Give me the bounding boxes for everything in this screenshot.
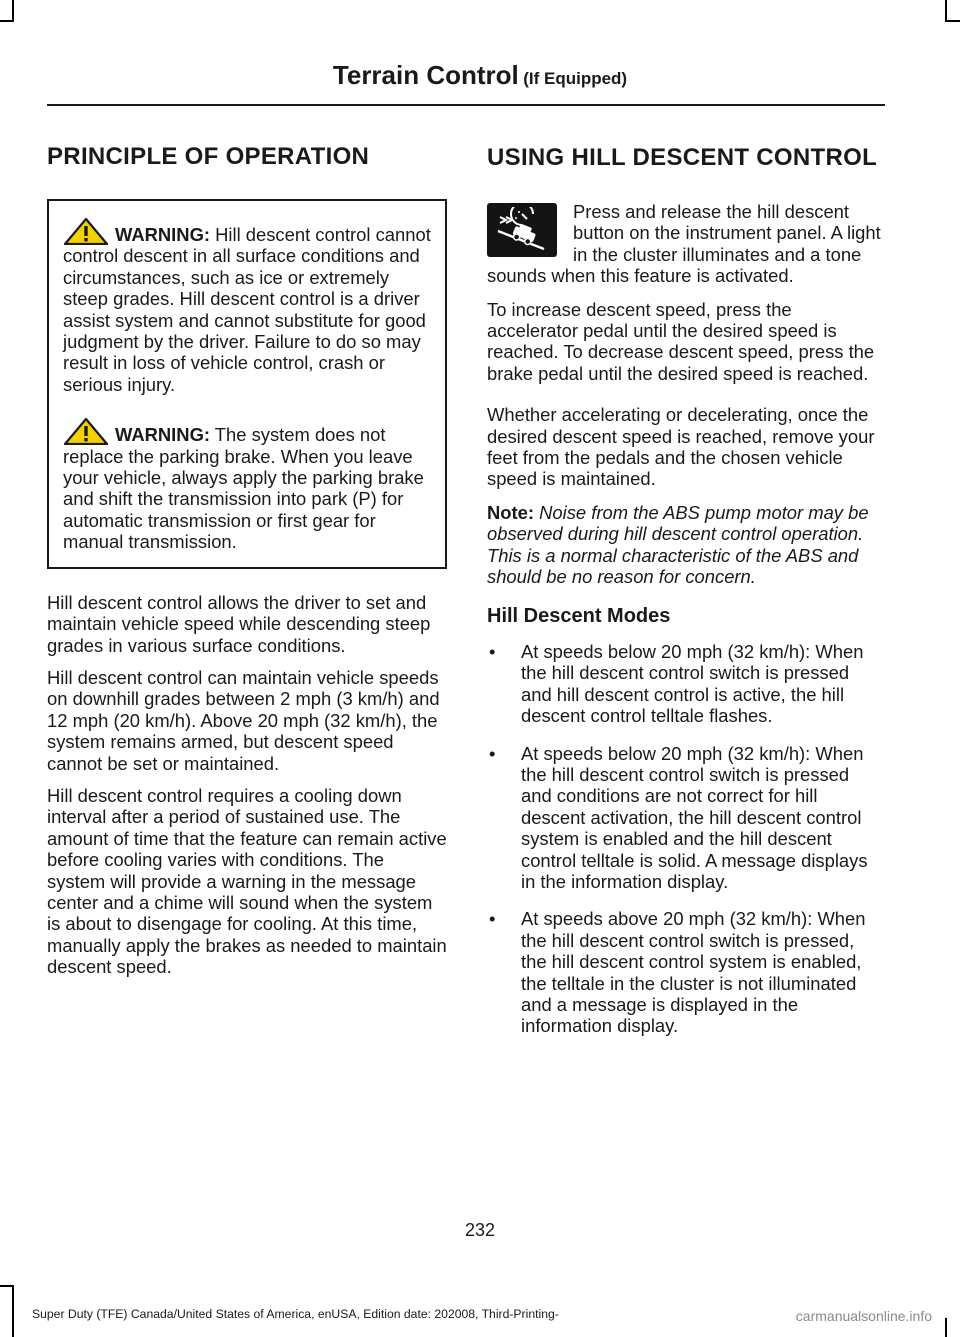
subheading: Hill Descent Modes <box>487 604 671 627</box>
watermark: carmanualsonline.info <box>795 1308 932 1324</box>
warning-label: WARNING: <box>115 224 211 245</box>
icon-paragraph <box>487 201 883 287</box>
list-item <box>487 743 883 893</box>
warning-item <box>63 417 435 552</box>
crop-mark <box>945 1318 947 1337</box>
note <box>487 502 883 588</box>
section-heading: PRINCIPLE OF OPERATION <box>47 143 370 170</box>
section-heading: USING HILL DESCENT CONTROL <box>487 144 878 171</box>
warning-icon <box>63 417 109 445</box>
page-number: 232 <box>464 1220 496 1240</box>
paragraph: Hill descent control can maintain vehicle speeds on downhill grades between 2 mph (3 km/h) and 12 mph (20 km/h). Above 20 mph (32 km/h), the system remains armed, but descent speed cannot be set or maintained. <box>47 666 440 774</box>
list-item-text: At speeds above 20 mph (32 km/h): When the hill descent control switch is pressed, the hill descent control system is enabled, the telltale in the cluster is not illuminated and a message is displayed in the information display. <box>521 908 866 1037</box>
hill-descent-control-icon <box>487 203 557 257</box>
warning-label: WARNING: <box>115 424 211 446</box>
right-body <box>487 201 883 1037</box>
page-title: Terrain Control <box>332 60 519 90</box>
note-text: Noise from the ABS pump motor may be observed during hill descent control operation. This is a normal characteristic of the ABS and should be no reason for concern. <box>487 501 869 588</box>
warning-box <box>47 199 447 569</box>
crop-mark <box>945 0 947 20</box>
paragraph: Hill descent control requires a cooling down interval after a period of sustained use. The amount of time that the feature can remain active before cooling varies with conditions. The system will provide a warning in the message center and a chime will sound when the system is about to disengage for cooling. At this time, manually apply the brakes as needed to maintain descent speed. <box>47 784 447 978</box>
right-column <box>487 142 883 1053</box>
crop-mark <box>12 0 14 20</box>
crop-mark <box>0 1285 14 1287</box>
crop-mark <box>12 1285 14 1337</box>
mode-list <box>487 641 883 1037</box>
list-item-text: At speeds below 20 mph (32 km/h): When the hill descent control switch is pressed and conditions are not correct for hill descent activation, the hill descent control system is enabled and the hill descent control telltale is solid. A message displays in the information display. <box>521 742 868 892</box>
paragraph: Hill descent control allows the driver to set and maintain vehicle speed while descending steep grades in various surface conditions. <box>47 591 431 656</box>
list-item <box>487 641 883 727</box>
paragraph: Press and release the hill descent button on the instrument panel. A light in the cluster illuminates and a tone sounds when this feature is activated. <box>487 201 881 287</box>
footer-text: Super Duty (TFE) Canada/United States of America, enUSA, Edition date: 202008, Third-Printing- <box>32 1307 559 1321</box>
list-item-text: At speeds below 20 mph (32 km/h): When the hill descent control switch is pressed and hill descent control is active, the hill descent control telltale flashes. <box>521 640 864 727</box>
warning-item <box>63 217 435 395</box>
left-column <box>47 142 447 989</box>
crop-mark <box>945 20 960 22</box>
crop-mark <box>0 20 14 22</box>
page-header <box>0 60 960 100</box>
bullet: • <box>489 640 496 662</box>
list-item <box>487 908 883 1036</box>
warning-icon <box>63 217 109 245</box>
left-body <box>47 592 447 978</box>
note-label: Note: <box>487 501 534 523</box>
paragraph: Whether accelerating or decelerating, once the desired descent speed is reached, remove your feet from the pedals and the chosen vehicle speed is maintained. <box>487 404 875 490</box>
header-rule <box>47 104 885 106</box>
page-subtitle: (If Equipped) <box>523 69 628 88</box>
bullet: • <box>489 908 496 930</box>
paragraph: To increase descent speed, press the accelerator pedal until the desired speed is reached. To decrease descent speed, press the brake pedal until the desired speed is reached. <box>487 298 875 384</box>
warning-text: Hill descent control cannot control descent in all surface conditions and circumstances, such as ice or extremely steep grades. Hill descent control is a driver assist system and cannot substitute for good judgment by the driver. Failure to do so may result in loss of vehicle control, crash or serious injury. <box>63 224 431 395</box>
warning-text: The system does not replace the parking brake. When you leave your vehicle, always apply the parking brake and shift the transmission into park (P) for automatic transmission or first gear for manual transmission. <box>63 424 424 553</box>
bullet: • <box>489 742 496 764</box>
